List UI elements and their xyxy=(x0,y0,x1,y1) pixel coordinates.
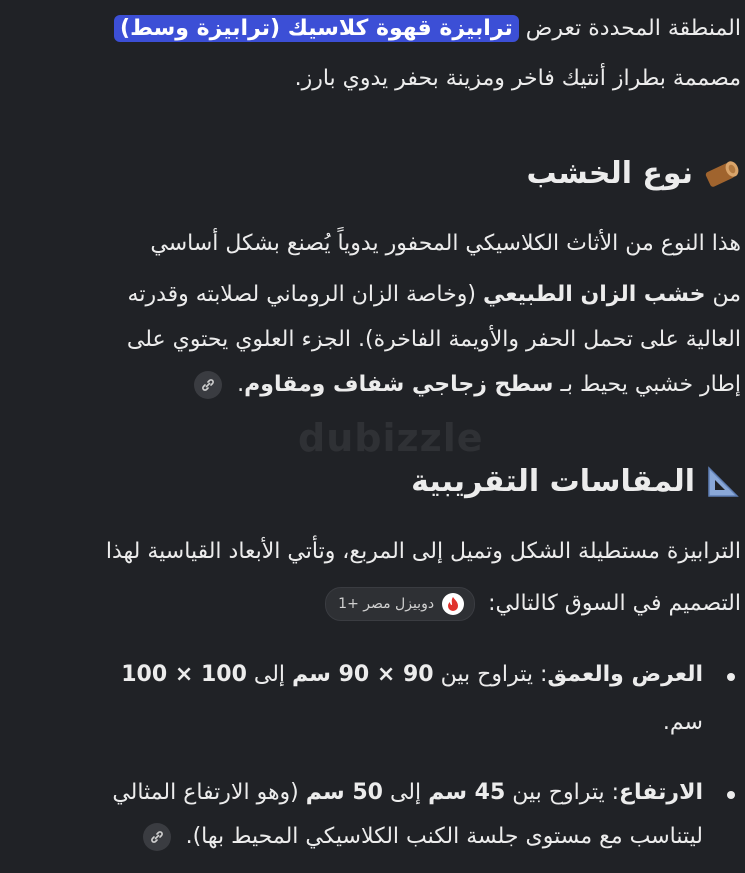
bullet-1-line-1 xyxy=(121,660,703,690)
wood-section-heading xyxy=(527,154,741,194)
wood-line-2 xyxy=(128,280,741,310)
bullet-2-line-2-text: ليتناسب مع مستوى جلسة الكنب الكلاسيكي المحيط بها). xyxy=(185,824,703,849)
height-max: 50 سم xyxy=(305,780,383,805)
height-label: الارتفاع xyxy=(619,780,703,805)
wood-type-bold: خشب الزان الطبيعي xyxy=(482,282,706,307)
bullet-2-text-a: : يتراوح بين xyxy=(512,780,620,805)
intro-prefix: المنطقة المحددة تعرض xyxy=(525,16,741,41)
intro-line-1 xyxy=(114,14,741,44)
wood-log-icon xyxy=(703,155,741,193)
dubizzle-logo-icon xyxy=(442,593,464,615)
source-chip-label: دوبيزل مصر +1 xyxy=(338,596,435,612)
intro-line-2: مصممة بطراز أنتيك فاخر ومزينة بحفر يدوي بارز. xyxy=(294,66,741,91)
width-depth-max: 100 × 100 xyxy=(121,662,247,687)
wood-line-1: هذا النوع من الأثاث الكلاسيكي المحفور يدوياً يُصنع بشكل أساسي xyxy=(150,231,741,256)
source-chip[interactable] xyxy=(325,587,475,621)
wood-line-2-suffix: (وخاصة الزان الروماني لصلابته وقدرته xyxy=(127,282,476,307)
dubizzle-watermark: dubizzle xyxy=(298,416,484,460)
bullet-2-line-2 xyxy=(143,822,703,852)
wood-line-3: العالية على تحمل الحفر والأويمة الفاخرة). الجزء العلوي يحتوي على xyxy=(126,327,741,352)
bullet-dot xyxy=(727,791,735,799)
wood-line-4-suffix: . xyxy=(237,372,245,397)
sizes-heading-text: المقاسات التقريبية xyxy=(411,464,695,499)
sizes-section-heading xyxy=(411,462,741,502)
wood-line-4 xyxy=(194,370,741,400)
bullet-1-text-b: إلى xyxy=(253,662,286,687)
sizes-line-2-text: التصميم في السوق كالتالي: xyxy=(488,591,741,616)
wood-heading-text: نوع الخشب xyxy=(526,156,693,191)
bullet-1-line-2: سم. xyxy=(662,710,703,735)
bullet-2-text-c: (وهو الارتفاع المثالي xyxy=(112,780,299,805)
bullet-dot xyxy=(727,673,735,681)
glass-top-bold: سطح زجاجي شفاف ومقاوم xyxy=(244,372,554,397)
sizes-line-1: الترابيزة مستطيلة الشكل وتميل إلى المربع، وتأتي الأبعاد القياسية لهذا xyxy=(105,539,741,564)
bullet-1-text-a: : يتراوح بين xyxy=(440,662,548,687)
triangle-ruler-icon xyxy=(705,464,741,500)
citation-link-icon[interactable] xyxy=(194,371,222,399)
width-depth-min: 90 × 90 سم xyxy=(292,662,434,687)
wood-line-2-prefix: من xyxy=(712,282,741,307)
selected-product-highlight: ترابيزة قهوة كلاسيك (ترابيزة وسط) xyxy=(114,15,519,42)
bullet-2-line-1 xyxy=(112,778,703,808)
wood-line-4-prefix: إطار خشبي يحيط بـ xyxy=(560,372,741,397)
citation-link-icon[interactable] xyxy=(143,823,171,851)
height-min: 45 سم xyxy=(428,780,506,805)
sizes-line-2 xyxy=(325,587,741,621)
width-depth-label: العرض والعمق xyxy=(547,662,703,687)
bullet-2-text-b: إلى xyxy=(389,780,422,805)
